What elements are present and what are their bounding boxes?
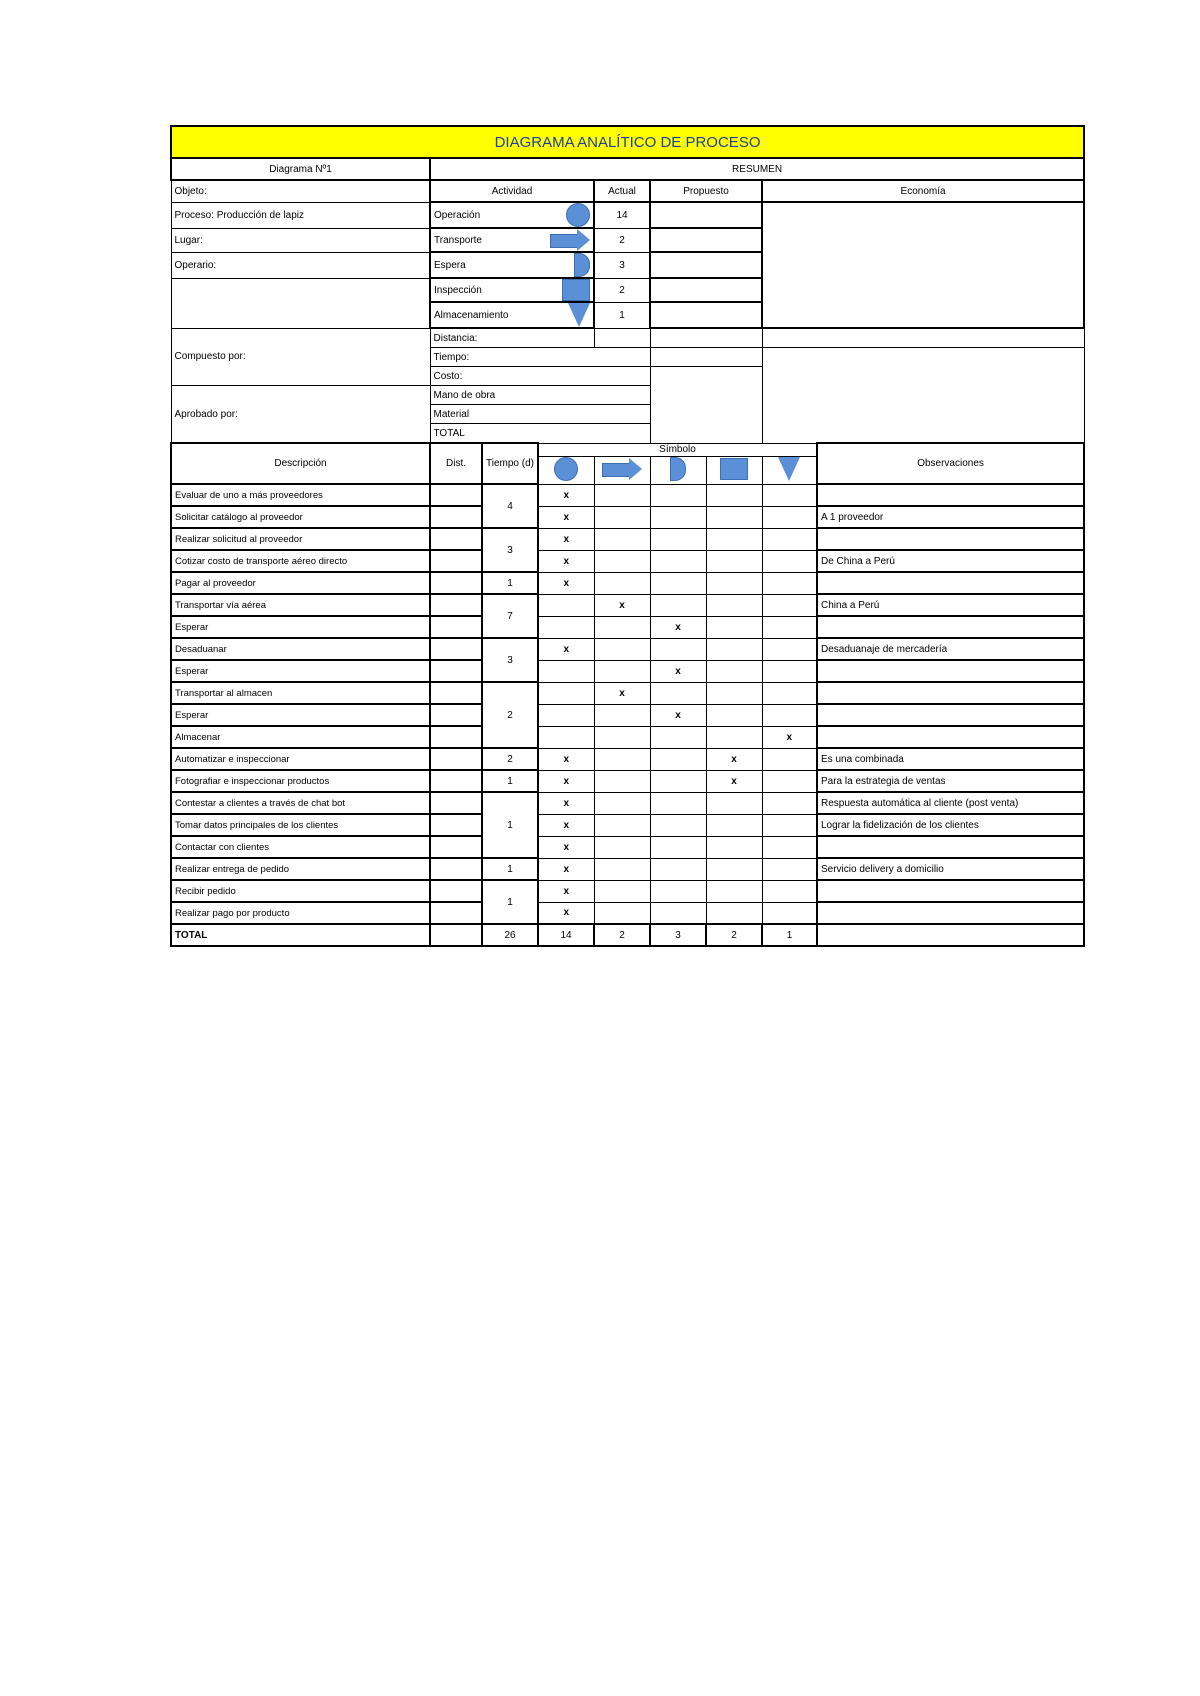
step-symbol-mark — [594, 616, 650, 638]
step-symbol-mark — [650, 594, 706, 616]
step-symbol-mark — [762, 770, 817, 792]
step-time: 1 — [482, 858, 538, 880]
step-symbol-mark — [650, 858, 706, 880]
step-symbol-mark — [762, 660, 817, 682]
step-distance — [430, 572, 482, 594]
distancia-propuesto — [650, 328, 762, 348]
delay-d-icon — [574, 253, 590, 277]
tiempo-economia — [762, 348, 1084, 444]
step-distance — [430, 616, 482, 638]
actividad-header: Actividad — [430, 180, 594, 202]
proceso-label: Proceso: Producción de lapiz — [171, 202, 430, 228]
step-row — [171, 770, 1084, 792]
step-symbol-mark — [650, 682, 706, 704]
step-description: Desaduanar — [171, 638, 430, 660]
step-distance — [430, 814, 482, 836]
step-symbol-mark — [762, 682, 817, 704]
totals-symbol-count: 3 — [650, 924, 706, 946]
step-distance — [430, 836, 482, 858]
step-symbol-mark — [762, 616, 817, 638]
totals-symbol-count: 14 — [538, 924, 594, 946]
step-row — [171, 792, 1084, 814]
step-symbol-mark — [706, 594, 762, 616]
step-description: Esperar — [171, 704, 430, 726]
activity-row-operacion — [430, 202, 594, 228]
step-symbol-mark — [706, 682, 762, 704]
simbolo-header: Símbolo — [538, 443, 817, 456]
step-symbol-mark — [706, 880, 762, 902]
descripcion-header: Descripción — [171, 443, 430, 484]
symbol-col-storage — [762, 456, 817, 484]
symbol-col-operation — [538, 456, 594, 484]
step-description: Almacenar — [171, 726, 430, 748]
step-symbol-mark — [650, 770, 706, 792]
step-row — [171, 638, 1084, 660]
step-symbol-mark — [762, 836, 817, 858]
delay-d-icon — [670, 457, 686, 481]
totals-time: 26 — [482, 924, 538, 946]
step-description: Realizar solicitud al proveedor — [171, 528, 430, 550]
step-symbol-mark: x — [538, 572, 594, 594]
step-symbol-mark — [594, 792, 650, 814]
propuesto-cell — [650, 228, 762, 252]
step-symbol-mark: x — [538, 550, 594, 572]
step-description: Transportar vía aérea — [171, 594, 430, 616]
step-observation: Para la estrategia de ventas — [817, 770, 1084, 792]
step-row — [171, 836, 1084, 858]
objeto-label: Objeto: — [171, 180, 430, 202]
total-summary-label: TOTAL — [430, 424, 650, 444]
step-symbol-mark — [650, 638, 706, 660]
step-symbol-mark — [706, 660, 762, 682]
aprobado-label: Aprobado por: — [171, 386, 430, 444]
totals-label: TOTAL — [171, 924, 430, 946]
inspection-square-icon — [720, 458, 748, 480]
distancia-label: Distancia: — [430, 328, 594, 348]
step-symbol-mark — [538, 616, 594, 638]
step-symbol-mark — [706, 506, 762, 528]
resumen-heading: RESUMEN — [430, 158, 1084, 180]
step-observation — [817, 836, 1084, 858]
step-observation: De China a Perú — [817, 550, 1084, 572]
step-distance — [430, 770, 482, 792]
step-symbol-mark — [594, 572, 650, 594]
step-observation — [817, 484, 1084, 506]
step-observation — [817, 704, 1084, 726]
step-row — [171, 550, 1084, 572]
activity-label: Espera — [434, 259, 466, 271]
step-observation: A 1 proveedor — [817, 506, 1084, 528]
step-description: Esperar — [171, 616, 430, 638]
step-row — [171, 814, 1084, 836]
totals-observation — [817, 924, 1084, 946]
step-time: 2 — [482, 748, 538, 770]
economia-header: Economía — [762, 180, 1084, 202]
step-row — [171, 748, 1084, 770]
totals-symbol-count: 2 — [706, 924, 762, 946]
step-symbol-mark — [762, 572, 817, 594]
step-symbol-mark — [706, 902, 762, 924]
step-distance — [430, 704, 482, 726]
step-symbol-mark — [650, 792, 706, 814]
step-description: Contactar con clientes — [171, 836, 430, 858]
step-row — [171, 616, 1084, 638]
step-row — [171, 858, 1084, 880]
step-symbol-mark — [650, 528, 706, 550]
step-symbol-mark — [706, 836, 762, 858]
costo-label: Costo: — [430, 367, 650, 386]
inspection-square-icon — [562, 279, 590, 301]
material-label: Material — [430, 405, 650, 424]
step-row — [171, 572, 1084, 594]
step-row — [171, 484, 1084, 506]
propuesto-cell — [650, 202, 762, 228]
step-time: 1 — [482, 792, 538, 858]
step-description: Transportar al almacen — [171, 682, 430, 704]
step-distance — [430, 748, 482, 770]
step-symbol-mark — [762, 858, 817, 880]
operario-label: Operario: — [171, 252, 430, 278]
step-symbol-mark — [594, 704, 650, 726]
step-row — [171, 682, 1084, 704]
step-symbol-mark — [762, 594, 817, 616]
totals-distance — [430, 924, 482, 946]
step-symbol-mark — [762, 814, 817, 836]
step-symbol-mark — [594, 770, 650, 792]
step-observation: Lograr la fidelización de los clientes — [817, 814, 1084, 836]
step-symbol-mark: x — [538, 506, 594, 528]
step-symbol-mark — [594, 726, 650, 748]
step-symbol-mark — [650, 836, 706, 858]
step-row — [171, 660, 1084, 682]
symbol-col-delay — [650, 456, 706, 484]
step-observation: Es una combinada — [817, 748, 1084, 770]
step-row — [171, 880, 1084, 902]
step-symbol-mark — [650, 902, 706, 924]
operation-circle-icon — [566, 203, 590, 227]
step-time: 7 — [482, 594, 538, 638]
symbol-col-transport — [594, 456, 650, 484]
activity-actual: 1 — [594, 302, 650, 328]
step-symbol-mark — [762, 704, 817, 726]
step-symbol-mark: x — [762, 726, 817, 748]
step-symbol-mark: x — [538, 770, 594, 792]
step-symbol-mark — [594, 528, 650, 550]
step-symbol-mark — [650, 726, 706, 748]
symbol-col-inspection — [706, 456, 762, 484]
step-symbol-mark — [650, 814, 706, 836]
distancia-value — [594, 328, 650, 348]
step-observation: Desaduanaje de mercadería — [817, 638, 1084, 660]
step-distance — [430, 726, 482, 748]
step-distance — [430, 550, 482, 572]
step-description: Cotizar costo de transporte aéreo directo — [171, 550, 430, 572]
step-description: Realizar entrega de pedido — [171, 858, 430, 880]
step-symbol-mark — [594, 748, 650, 770]
activity-label: Almacenamiento — [434, 309, 509, 321]
step-symbol-mark — [538, 726, 594, 748]
propuesto-cell — [650, 278, 762, 302]
step-observation — [817, 726, 1084, 748]
step-time: 4 — [482, 484, 538, 528]
activity-row-inspeccion — [430, 278, 594, 302]
step-symbol-mark — [594, 660, 650, 682]
step-symbol-mark — [762, 792, 817, 814]
storage-triangle-icon — [778, 457, 800, 481]
activity-row-almacenamiento — [430, 302, 594, 328]
step-row — [171, 704, 1084, 726]
step-observation — [817, 616, 1084, 638]
step-observation — [817, 682, 1084, 704]
process-table — [170, 125, 1085, 947]
step-time: 1 — [482, 880, 538, 924]
step-distance — [430, 506, 482, 528]
activity-actual: 2 — [594, 278, 650, 302]
step-symbol-mark — [538, 660, 594, 682]
step-symbol-mark: x — [594, 682, 650, 704]
step-symbol-mark: x — [538, 484, 594, 506]
step-symbol-mark — [594, 550, 650, 572]
step-symbol-mark — [706, 528, 762, 550]
diagram-number: Diagrama Nº1 — [171, 158, 430, 180]
totals-symbol-count: 1 — [762, 924, 817, 946]
process-analysis-sheet — [170, 125, 1083, 947]
tiempo-header: Tiempo (d) — [482, 443, 538, 484]
step-time: 1 — [482, 770, 538, 792]
step-time: 3 — [482, 528, 538, 572]
dist-header: Dist. — [430, 443, 482, 484]
step-description: Pagar al proveedor — [171, 572, 430, 594]
step-symbol-mark — [650, 880, 706, 902]
step-symbol-mark — [650, 484, 706, 506]
step-description: Realizar pago por producto — [171, 902, 430, 924]
step-description: Tomar datos principales de los clientes — [171, 814, 430, 836]
step-row — [171, 506, 1084, 528]
tiempo-propuesto — [650, 348, 762, 367]
step-distance — [430, 484, 482, 506]
step-symbol-mark — [594, 814, 650, 836]
storage-triangle-icon — [568, 303, 590, 327]
step-symbol-mark — [706, 726, 762, 748]
step-symbol-mark — [706, 858, 762, 880]
step-observation — [817, 902, 1084, 924]
document-title: DIAGRAMA ANALÍTICO DE PROCESO — [171, 126, 1084, 158]
step-distance — [430, 902, 482, 924]
activity-actual: 14 — [594, 202, 650, 228]
step-distance — [430, 660, 482, 682]
economia-cell — [762, 202, 1084, 328]
step-symbol-mark — [706, 792, 762, 814]
distancia-economia — [762, 328, 1084, 348]
mano-obra-label: Mano de obra — [430, 386, 650, 405]
step-symbol-mark — [762, 638, 817, 660]
step-distance — [430, 858, 482, 880]
step-symbol-mark: x — [538, 528, 594, 550]
step-description: Fotografiar e inspeccionar productos — [171, 770, 430, 792]
step-symbol-mark: x — [538, 638, 594, 660]
step-observation: China a Perú — [817, 594, 1084, 616]
step-symbol-mark: x — [538, 792, 594, 814]
blank-info-cell — [171, 278, 430, 328]
step-symbol-mark — [762, 902, 817, 924]
step-symbol-mark: x — [538, 814, 594, 836]
step-time: 1 — [482, 572, 538, 594]
step-symbol-mark: x — [706, 770, 762, 792]
step-symbol-mark — [706, 704, 762, 726]
step-symbol-mark: x — [650, 616, 706, 638]
step-symbol-mark — [594, 880, 650, 902]
step-observation — [817, 880, 1084, 902]
step-symbol-mark: x — [538, 748, 594, 770]
transport-arrow-icon — [602, 458, 642, 480]
step-description: Automatizar e inspeccionar — [171, 748, 430, 770]
step-symbol-mark — [762, 528, 817, 550]
step-row — [171, 594, 1084, 616]
step-symbol-mark — [762, 484, 817, 506]
observaciones-header: Observaciones — [817, 443, 1084, 484]
step-symbol-mark — [762, 550, 817, 572]
step-symbol-mark — [706, 814, 762, 836]
step-symbol-mark — [594, 484, 650, 506]
step-symbol-mark — [538, 704, 594, 726]
step-symbol-mark — [594, 858, 650, 880]
propuesto-cell — [650, 302, 762, 328]
activity-row-transporte — [430, 228, 594, 252]
activity-row-espera — [430, 252, 594, 278]
step-observation — [817, 572, 1084, 594]
costo-propuesto — [650, 367, 762, 444]
step-symbol-mark — [762, 506, 817, 528]
step-symbol-mark — [706, 550, 762, 572]
step-symbol-mark: x — [538, 902, 594, 924]
step-symbol-mark — [650, 572, 706, 594]
step-observation: Respuesta automática al cliente (post venta) — [817, 792, 1084, 814]
step-symbol-mark — [762, 880, 817, 902]
step-symbol-mark: x — [706, 748, 762, 770]
step-symbol-mark — [594, 506, 650, 528]
step-time: 3 — [482, 638, 538, 682]
step-distance — [430, 528, 482, 550]
step-distance — [430, 880, 482, 902]
step-observation — [817, 528, 1084, 550]
step-symbol-mark: x — [538, 836, 594, 858]
propuesto-header: Propuesto — [650, 180, 762, 202]
activity-actual: 2 — [594, 228, 650, 252]
operation-circle-icon — [554, 457, 578, 481]
step-symbol-mark — [706, 638, 762, 660]
step-symbol-mark — [594, 836, 650, 858]
step-description: Contestar a clientes a través de chat bot — [171, 792, 430, 814]
step-symbol-mark — [594, 902, 650, 924]
step-symbol-mark: x — [594, 594, 650, 616]
step-row — [171, 726, 1084, 748]
step-symbol-mark — [706, 616, 762, 638]
step-symbol-mark — [706, 484, 762, 506]
activity-label: Transporte — [434, 234, 482, 246]
activity-actual: 3 — [594, 252, 650, 278]
step-symbol-mark: x — [650, 704, 706, 726]
step-symbol-mark — [706, 572, 762, 594]
step-distance — [430, 792, 482, 814]
step-distance — [430, 682, 482, 704]
step-distance — [430, 638, 482, 660]
compuesto-label: Compuesto por: — [171, 328, 430, 386]
activity-label: Inspección — [434, 284, 482, 296]
tiempo-label: Tiempo: — [430, 348, 650, 367]
step-symbol-mark — [650, 748, 706, 770]
step-description: Solicitar catálogo al proveedor — [171, 506, 430, 528]
step-symbol-mark: x — [538, 880, 594, 902]
step-symbol-mark — [650, 550, 706, 572]
transport-arrow-icon — [550, 229, 590, 251]
step-description: Recibir pedido — [171, 880, 430, 902]
step-symbol-mark — [538, 594, 594, 616]
step-description: Esperar — [171, 660, 430, 682]
step-distance — [430, 594, 482, 616]
step-row — [171, 902, 1084, 924]
propuesto-cell — [650, 252, 762, 278]
step-symbol-mark: x — [538, 858, 594, 880]
lugar-label: Lugar: — [171, 228, 430, 252]
step-symbol-mark: x — [650, 660, 706, 682]
step-time: 2 — [482, 682, 538, 748]
step-description: Evaluar de uno a más proveedores — [171, 484, 430, 506]
step-observation: Servicio delivery a domicilio — [817, 858, 1084, 880]
actual-header: Actual — [594, 180, 650, 202]
activity-label: Operación — [434, 209, 481, 221]
step-symbol-mark — [650, 506, 706, 528]
step-symbol-mark — [538, 682, 594, 704]
step-row — [171, 528, 1084, 550]
step-symbol-mark — [594, 638, 650, 660]
step-observation — [817, 660, 1084, 682]
totals-row — [171, 924, 1084, 946]
step-symbol-mark — [762, 748, 817, 770]
totals-symbol-count: 2 — [594, 924, 650, 946]
